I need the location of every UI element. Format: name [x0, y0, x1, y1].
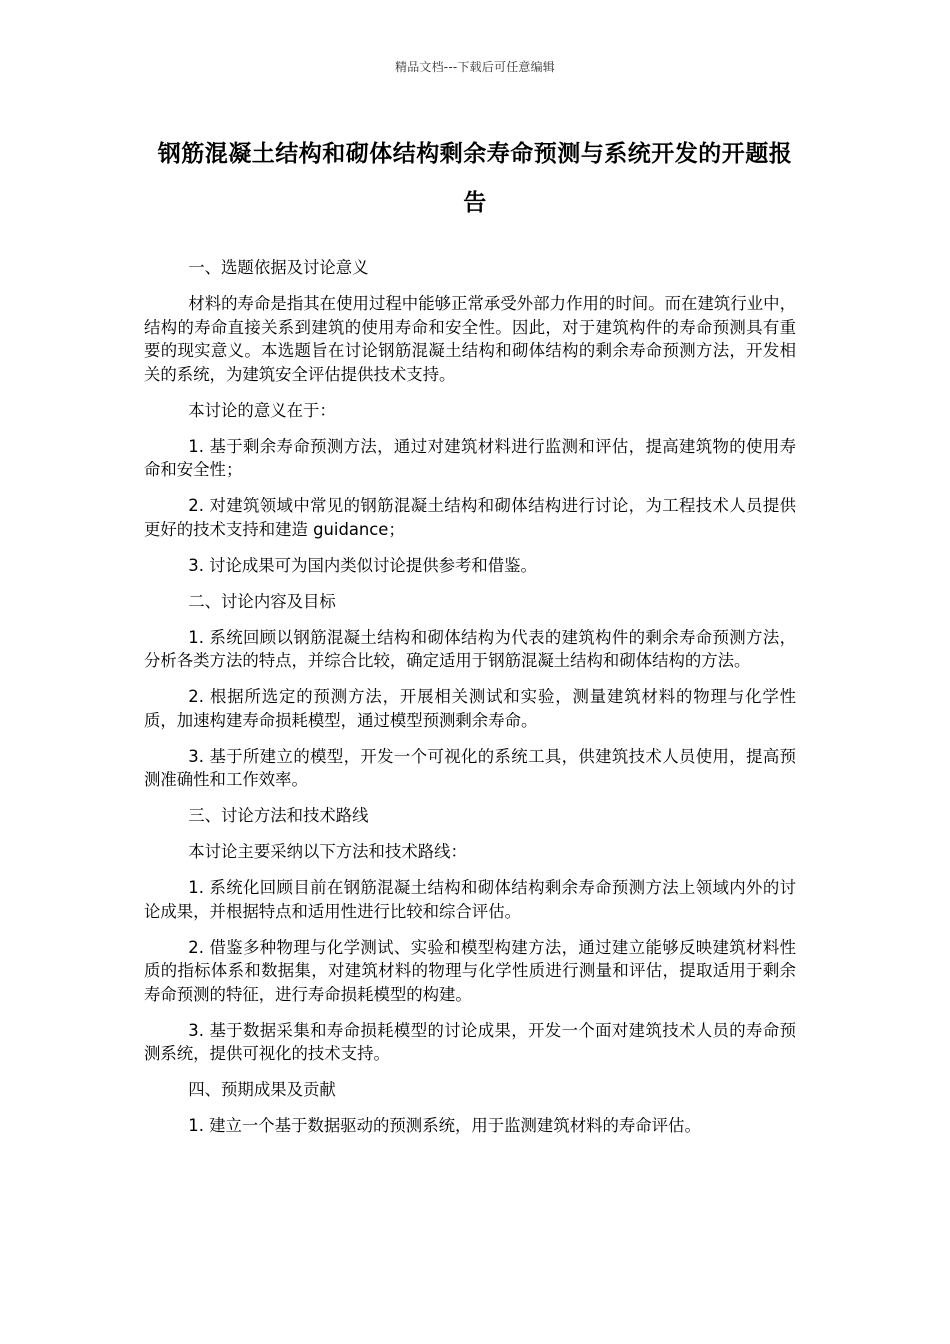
list-item: 2. 根据所选定的预测方法，开展相关测试和实验，测量建筑材料的物理与化学性质，加速构建寿命损耗模型，通过模型预测剩余寿命。	[144, 687, 796, 730]
list-item: 2. 借鉴多种物理与化学测试、实验和模型构建方法，通过建立能够反映建筑材料性质的指标体系和数据集，对建筑材料的物理与化学性质进行测量和评估，提取适用于剩余寿命预测的特征，进行寿命损耗模型的构建。	[144, 937, 796, 1004]
body-paragraph: 本讨论的意义在于：	[188, 400, 336, 420]
list-item: 1. 系统回顾以钢筋混凝土结构和砌体结构为代表的建筑构件的剩余寿命预测方法，分析各类方法的特点，并综合比较，确定适用于钢筋混凝土结构和砌体结构的方法。	[144, 627, 796, 670]
header-note: 精品文档---下载后可任意编辑	[395, 60, 555, 74]
list-item: 1. 基于剩余寿命预测方法，通过对建筑材料进行监测和评估，提高建筑物的使用寿命和安全性；	[144, 436, 796, 479]
list-item: 3. 基于数据采集和寿命损耗模型的讨论成果，开发一个面对建筑技术人员的寿命预测系统，提供可视化的技术支持。	[144, 1020, 796, 1063]
list-item: 3. 讨论成果可为国内类似讨论提供参考和借鉴。	[188, 555, 537, 575]
section-heading-2: 二、讨论内容及目标	[188, 591, 336, 611]
body-paragraph: 材料的寿命是指其在使用过程中能够正常承受外部力作用的时间。而在建筑行业中，结构的寿命直接关系到建筑的使用寿命和安全性。因此，对于建筑构件的寿命预测具有重要的现实意义。本选题旨在讨论钢筋混凝土结构和砌体结构的剩余寿命预测方法，开发相关的系统，为建筑安全评估提供技术支持。	[144, 294, 796, 384]
section-heading-3: 三、讨论方法和技术路线	[188, 806, 369, 825]
list-item: 3. 基于所建立的模型，开发一个可视化的系统工具，供建筑技术人员使用，提高预测准确性和工作效率。	[144, 746, 796, 789]
list-item: 2. 对建筑领域中常见的钢筋混凝土结构和砌体结构进行讨论，为工程技术人员提供更好的技术支持和建造 guidance；	[144, 496, 796, 539]
document-body	[144, 256, 796, 1150]
section-heading-1: 一、选题依据及讨论意义	[188, 258, 369, 277]
body-paragraph: 本讨论主要采纳以下方法和技术路线：	[188, 842, 467, 861]
list-item: 1. 建立一个基于数据驱动的预测系统，用于监测建筑材料的寿命评估。	[188, 1116, 701, 1135]
document-title: 钢筋混凝土结构和砌体结构剩余寿命预测与系统开发的开题报告	[157, 141, 793, 216]
list-item: 1. 系统化回顾目前在钢筋混凝土结构和砌体结构剩余寿命预测方法上领域内外的讨论成果，并根据特点和适用性进行比较和综合评估。	[144, 878, 796, 921]
section-heading-4: 四、预期成果及贡献	[188, 1080, 336, 1099]
